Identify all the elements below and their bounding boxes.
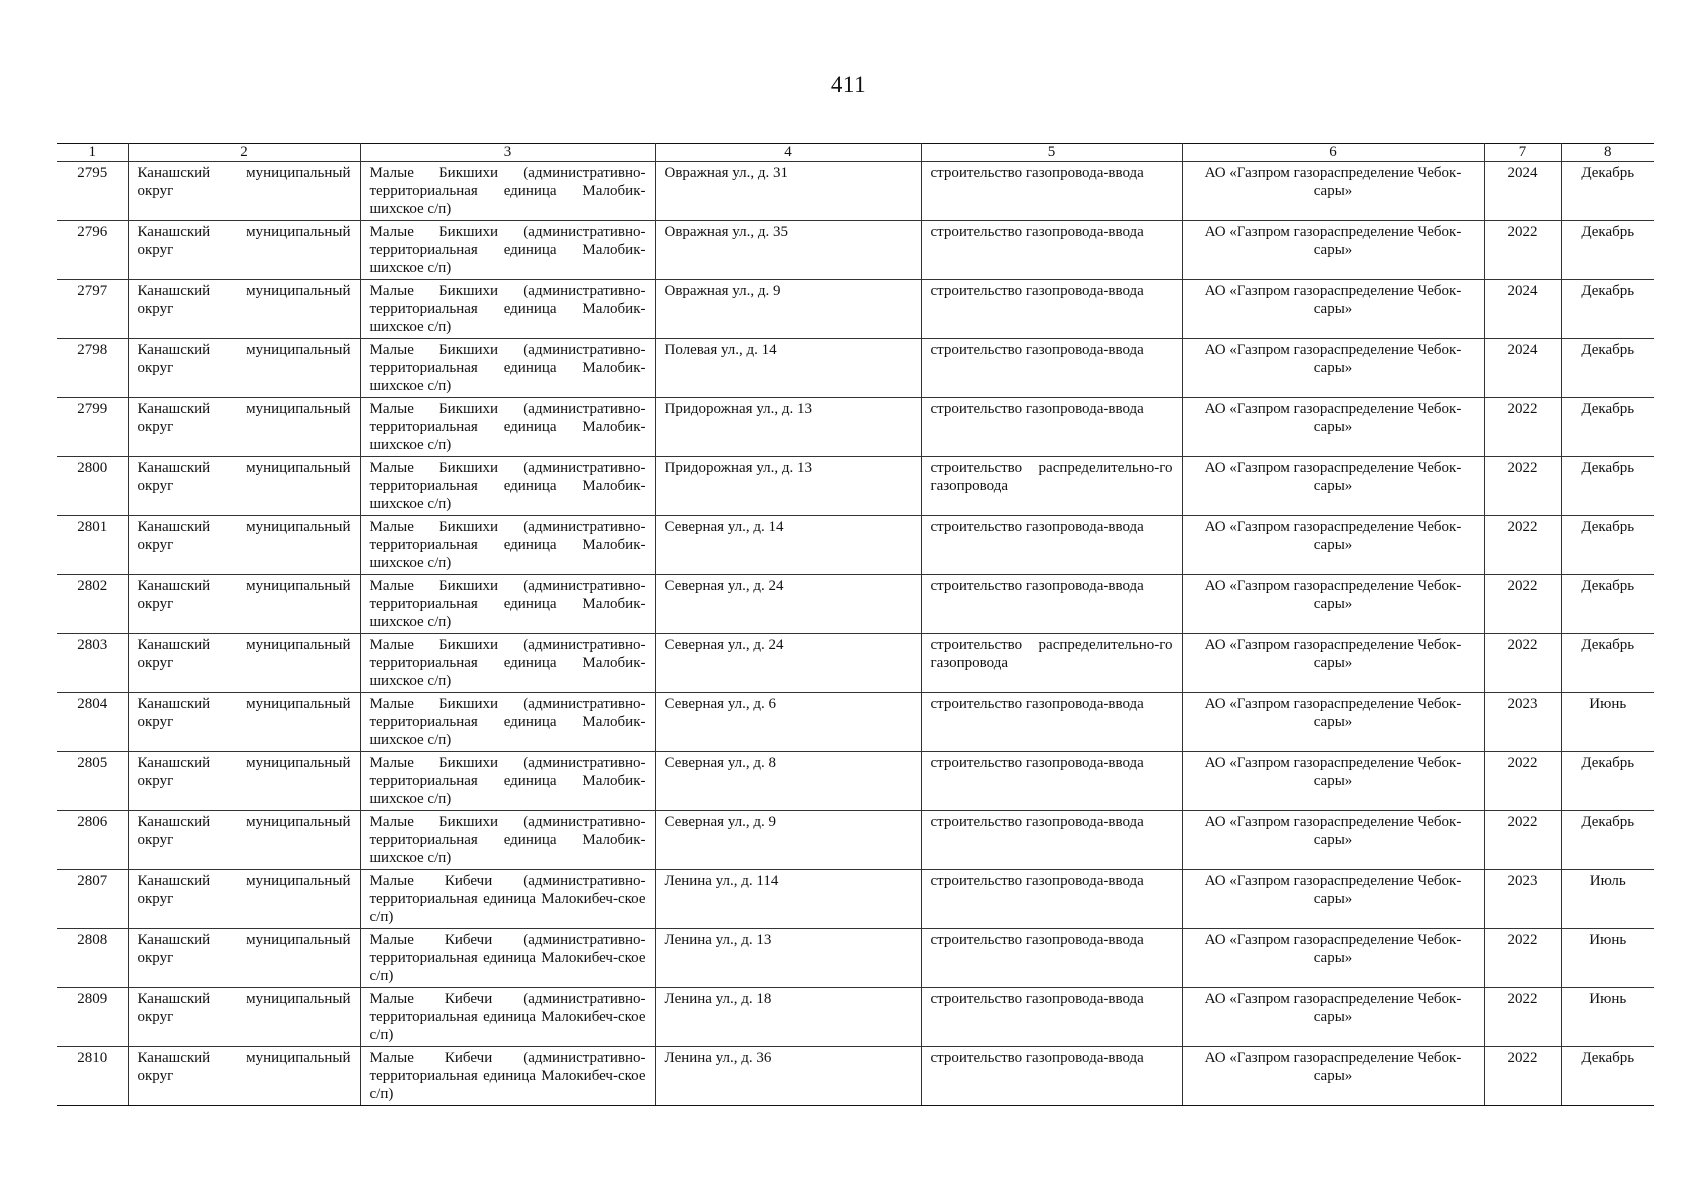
cell-organization: АО «Газпром газораспределение Чебок-сары»: [1182, 693, 1484, 752]
column-number-header-row: [57, 144, 1654, 162]
cell-month: Декабрь: [1561, 457, 1654, 516]
column-header: 5: [921, 144, 1182, 162]
cell-year: 2024: [1484, 162, 1561, 221]
cell-district: Канашский муниципальный округ: [128, 575, 360, 634]
table-row: [57, 870, 1654, 929]
cell-row-number: 2807: [57, 870, 128, 929]
cell-work-type: строительство газопровода-ввода: [921, 516, 1182, 575]
cell-month: Декабрь: [1561, 752, 1654, 811]
cell-row-number: 2799: [57, 398, 128, 457]
cell-work-type: строительство газопровода-ввода: [921, 280, 1182, 339]
cell-settlement: Малые Бикшихи (административно-территориальная единица Малобик-шихское с/п): [360, 280, 655, 339]
cell-month: Июнь: [1561, 693, 1654, 752]
cell-district: Канашский муниципальный округ: [128, 693, 360, 752]
cell-settlement: Малые Бикшихи (административно-территориальная единица Малобик-шихское с/п): [360, 634, 655, 693]
cell-year: 2022: [1484, 221, 1561, 280]
cell-row-number: 2805: [57, 752, 128, 811]
cell-row-number: 2797: [57, 280, 128, 339]
cell-month: Декабрь: [1561, 1047, 1654, 1106]
cell-organization: АО «Газпром газораспределение Чебок-сары»: [1182, 929, 1484, 988]
cell-settlement: Малые Кибечи (административно-территориальная единица Малокибеч-ское с/п): [360, 988, 655, 1047]
cell-district: Канашский муниципальный округ: [128, 929, 360, 988]
cell-month: Декабрь: [1561, 162, 1654, 221]
cell-work-type: строительство газопровода-ввода: [921, 339, 1182, 398]
cell-month: Декабрь: [1561, 339, 1654, 398]
cell-district: Канашский муниципальный округ: [128, 339, 360, 398]
cell-address: Овражная ул., д. 9: [655, 280, 921, 339]
cell-organization: АО «Газпром газораспределение Чебок-сары»: [1182, 575, 1484, 634]
table-row: [57, 398, 1654, 457]
cell-work-type: строительство распределительно-го газопровода: [921, 634, 1182, 693]
cell-address: Северная ул., д. 9: [655, 811, 921, 870]
cell-settlement: Малые Бикшихи (административно-территориальная единица Малобик-шихское с/п): [360, 221, 655, 280]
column-header: 4: [655, 144, 921, 162]
cell-district: Канашский муниципальный округ: [128, 988, 360, 1047]
cell-address: Полевая ул., д. 14: [655, 339, 921, 398]
cell-row-number: 2804: [57, 693, 128, 752]
cell-settlement: Малые Бикшихи (административно-территориальная единица Малобик-шихское с/п): [360, 162, 655, 221]
cell-settlement: Малые Бикшихи (административно-территориальная единица Малобик-шихское с/п): [360, 339, 655, 398]
cell-district: Канашский муниципальный округ: [128, 398, 360, 457]
cell-settlement: Малые Бикшихи (административно-территориальная единица Малобик-шихское с/п): [360, 811, 655, 870]
cell-district: Канашский муниципальный округ: [128, 162, 360, 221]
cell-work-type: строительство газопровода-ввода: [921, 221, 1182, 280]
cell-row-number: 2806: [57, 811, 128, 870]
cell-work-type: строительство газопровода-ввода: [921, 811, 1182, 870]
cell-work-type: строительство газопровода-ввода: [921, 398, 1182, 457]
table-row: [57, 221, 1654, 280]
cell-district: Канашский муниципальный округ: [128, 280, 360, 339]
cell-work-type: строительство газопровода-ввода: [921, 575, 1182, 634]
table-row: [57, 575, 1654, 634]
cell-year: 2024: [1484, 280, 1561, 339]
table-row: [57, 752, 1654, 811]
cell-organization: АО «Газпром газораспределение Чебок-сары»: [1182, 457, 1484, 516]
column-header: 8: [1561, 144, 1654, 162]
table-row: [57, 988, 1654, 1047]
cell-settlement: Малые Бикшихи (административно-территориальная единица Малобик-шихское с/п): [360, 457, 655, 516]
cell-district: Канашский муниципальный округ: [128, 221, 360, 280]
cell-work-type: строительство газопровода-ввода: [921, 752, 1182, 811]
cell-organization: АО «Газпром газораспределение Чебок-сары»: [1182, 280, 1484, 339]
cell-month: Декабрь: [1561, 575, 1654, 634]
cell-year: 2022: [1484, 457, 1561, 516]
cell-organization: АО «Газпром газораспределение Чебок-сары»: [1182, 516, 1484, 575]
cell-organization: АО «Газпром газораспределение Чебок-сары»: [1182, 870, 1484, 929]
cell-organization: АО «Газпром газораспределение Чебок-сары»: [1182, 634, 1484, 693]
cell-organization: АО «Газпром газораспределение Чебок-сары»: [1182, 221, 1484, 280]
table-row: [57, 693, 1654, 752]
cell-settlement: Малые Бикшихи (административно-территориальная единица Малобик-шихское с/п): [360, 516, 655, 575]
cell-year: 2022: [1484, 988, 1561, 1047]
cell-settlement: Малые Кибечи (административно-территориальная единица Малокибеч-ское с/п): [360, 1047, 655, 1106]
data-table: [57, 143, 1654, 1106]
cell-organization: АО «Газпром газораспределение Чебок-сары»: [1182, 1047, 1484, 1106]
cell-address: Овражная ул., д. 31: [655, 162, 921, 221]
cell-month: Июль: [1561, 870, 1654, 929]
cell-district: Канашский муниципальный округ: [128, 516, 360, 575]
cell-address: Северная ул., д. 8: [655, 752, 921, 811]
cell-address: Ленина ул., д. 36: [655, 1047, 921, 1106]
cell-row-number: 2800: [57, 457, 128, 516]
cell-work-type: строительство газопровода-ввода: [921, 870, 1182, 929]
cell-month: Июнь: [1561, 929, 1654, 988]
cell-district: Канашский муниципальный округ: [128, 752, 360, 811]
cell-row-number: 2795: [57, 162, 128, 221]
cell-year: 2022: [1484, 1047, 1561, 1106]
cell-organization: АО «Газпром газораспределение Чебок-сары»: [1182, 398, 1484, 457]
cell-year: 2024: [1484, 339, 1561, 398]
cell-year: 2023: [1484, 870, 1561, 929]
cell-address: Придорожная ул., д. 13: [655, 398, 921, 457]
cell-address: Ленина ул., д. 114: [655, 870, 921, 929]
cell-row-number: 2801: [57, 516, 128, 575]
column-header: 2: [128, 144, 360, 162]
cell-district: Канашский муниципальный округ: [128, 811, 360, 870]
cell-row-number: 2803: [57, 634, 128, 693]
cell-row-number: 2810: [57, 1047, 128, 1106]
column-header: 1: [57, 144, 128, 162]
table-row: [57, 811, 1654, 870]
table-row: [57, 516, 1654, 575]
cell-row-number: 2808: [57, 929, 128, 988]
cell-month: Декабрь: [1561, 221, 1654, 280]
table-row: [57, 339, 1654, 398]
cell-district: Канашский муниципальный округ: [128, 1047, 360, 1106]
table-row: [57, 929, 1654, 988]
cell-work-type: строительство газопровода-ввода: [921, 162, 1182, 221]
cell-work-type: строительство газопровода-ввода: [921, 929, 1182, 988]
cell-work-type: строительство газопровода-ввода: [921, 1047, 1182, 1106]
page-number: 411: [830, 72, 867, 97]
cell-month: Декабрь: [1561, 280, 1654, 339]
cell-work-type: строительство газопровода-ввода: [921, 988, 1182, 1047]
table-row: [57, 162, 1654, 221]
cell-organization: АО «Газпром газораспределение Чебок-сары»: [1182, 752, 1484, 811]
cell-settlement: Малые Кибечи (административно-территориальная единица Малокибеч-ское с/п): [360, 870, 655, 929]
cell-district: Канашский муниципальный округ: [128, 870, 360, 929]
cell-address: Овражная ул., д. 35: [655, 221, 921, 280]
cell-settlement: Малые Бикшихи (административно-территориальная единица Малобик-шихское с/п): [360, 398, 655, 457]
cell-year: 2022: [1484, 811, 1561, 870]
cell-settlement: Малые Бикшихи (административно-территориальная единица Малобик-шихское с/п): [360, 693, 655, 752]
cell-year: 2022: [1484, 516, 1561, 575]
cell-year: 2023: [1484, 693, 1561, 752]
table-row: [57, 634, 1654, 693]
column-header: 6: [1182, 144, 1484, 162]
cell-address: Ленина ул., д. 13: [655, 929, 921, 988]
cell-year: 2022: [1484, 929, 1561, 988]
cell-address: Ленина ул., д. 18: [655, 988, 921, 1047]
cell-settlement: Малые Бикшихи (административно-территориальная единица Малобик-шихское с/п): [360, 575, 655, 634]
cell-organization: АО «Газпром газораспределение Чебок-сары»: [1182, 988, 1484, 1047]
cell-address: Северная ул., д. 24: [655, 634, 921, 693]
cell-month: Декабрь: [1561, 398, 1654, 457]
column-header: 7: [1484, 144, 1561, 162]
cell-row-number: 2798: [57, 339, 128, 398]
cell-month: Декабрь: [1561, 811, 1654, 870]
cell-district: Канашский муниципальный округ: [128, 634, 360, 693]
cell-work-type: строительство газопровода-ввода: [921, 693, 1182, 752]
cell-address: Северная ул., д. 24: [655, 575, 921, 634]
cell-address: Придорожная ул., д. 13: [655, 457, 921, 516]
cell-year: 2022: [1484, 398, 1561, 457]
cell-organization: АО «Газпром газораспределение Чебок-сары»: [1182, 162, 1484, 221]
cell-month: Декабрь: [1561, 634, 1654, 693]
cell-month: Июнь: [1561, 988, 1654, 1047]
cell-work-type: строительство распределительно-го газопровода: [921, 457, 1182, 516]
cell-settlement: Малые Бикшихи (административно-территориальная единица Малобик-шихское с/п): [360, 752, 655, 811]
cell-address: Северная ул., д. 14: [655, 516, 921, 575]
table-row: [57, 280, 1654, 339]
cell-row-number: 2802: [57, 575, 128, 634]
table-row: [57, 457, 1654, 516]
cell-row-number: 2809: [57, 988, 128, 1047]
cell-district: Канашский муниципальный округ: [128, 457, 360, 516]
cell-settlement: Малые Кибечи (административно-территориальная единица Малокибеч-ское с/п): [360, 929, 655, 988]
table-row: [57, 1047, 1654, 1106]
cell-organization: АО «Газпром газораспределение Чебок-сары»: [1182, 811, 1484, 870]
cell-organization: АО «Газпром газораспределение Чебок-сары»: [1182, 339, 1484, 398]
cell-year: 2022: [1484, 752, 1561, 811]
cell-address: Северная ул., д. 6: [655, 693, 921, 752]
cell-year: 2022: [1484, 634, 1561, 693]
cell-row-number: 2796: [57, 221, 128, 280]
column-header: 3: [360, 144, 655, 162]
cell-month: Декабрь: [1561, 516, 1654, 575]
cell-year: 2022: [1484, 575, 1561, 634]
